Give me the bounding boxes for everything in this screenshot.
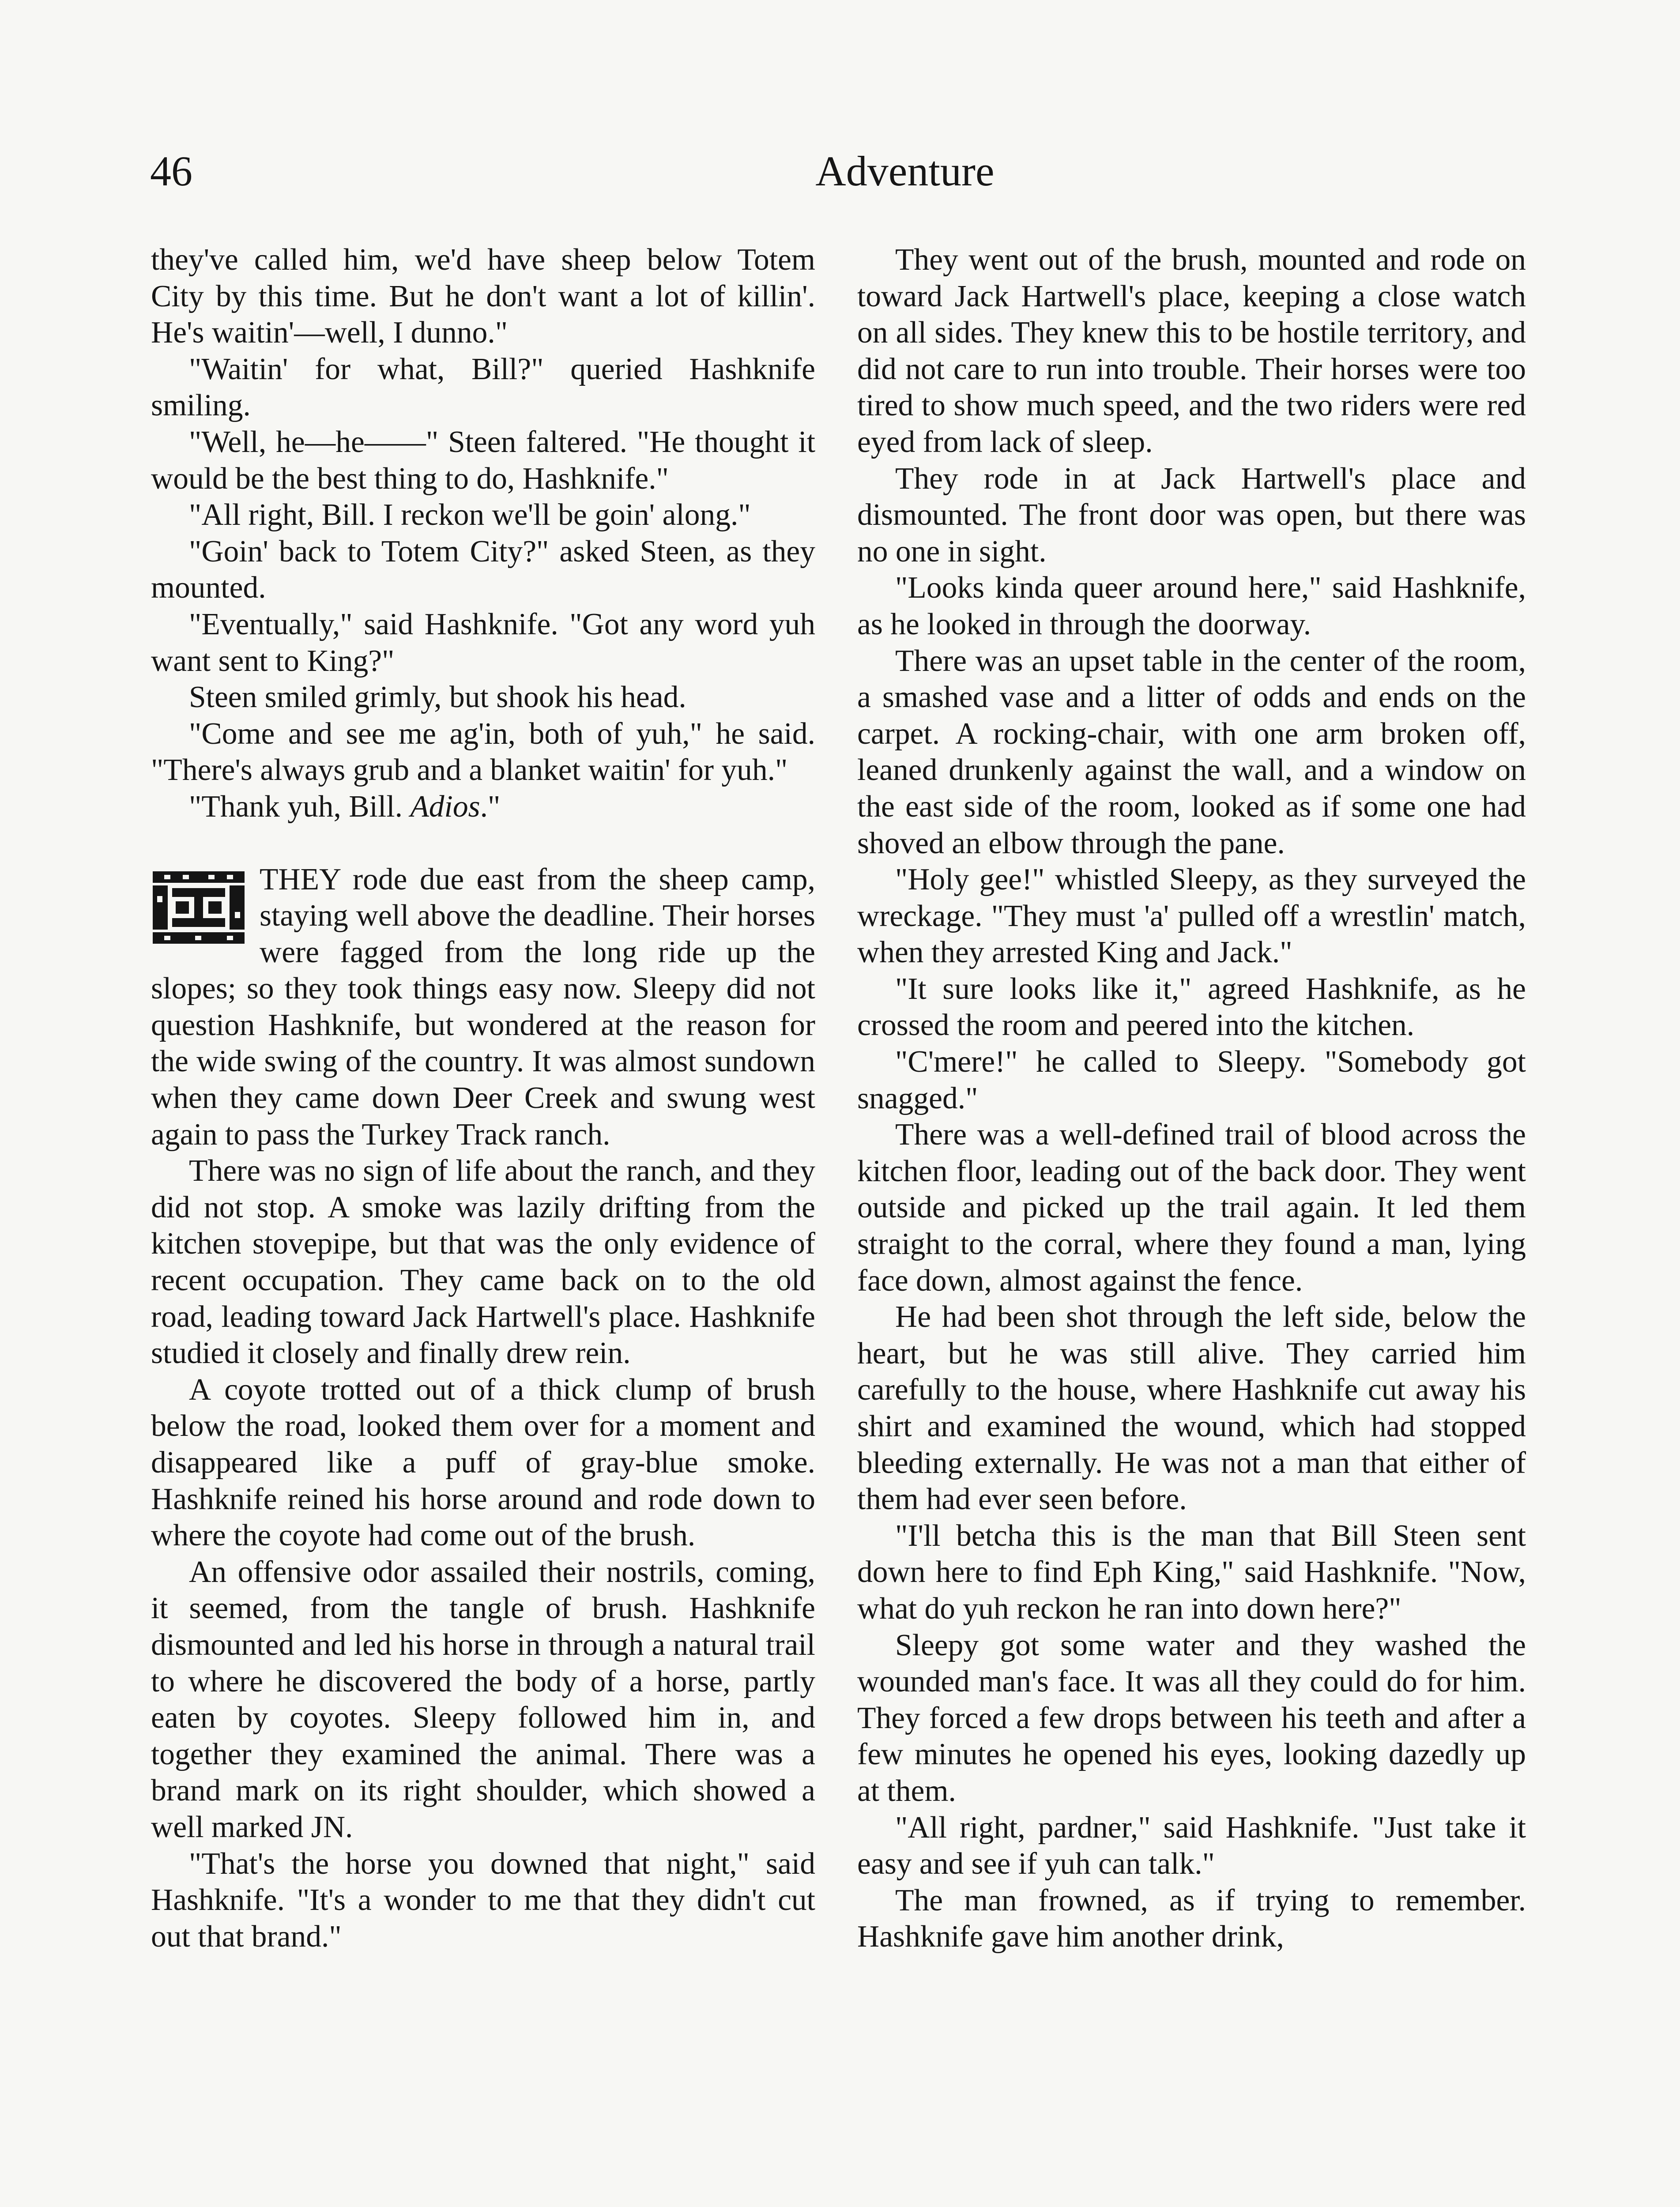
paragraph — [151, 789, 815, 825]
italic-word: Adios — [410, 789, 480, 824]
paragraph: "I'll betcha this is the man that Bill Steen sent down here to find Eph King," said Hashknife. "Now, what do yuh reckon he ran into down here?" — [857, 1518, 1526, 1626]
paragraph: "That's the horse you downed that night," said Hashknife. "It's a wonder to me that they didn't cut out that brand." — [151, 1846, 815, 1954]
paragraph: The man frowned, as if trying to remember. Hashknife gave him another drink, — [857, 1883, 1526, 1954]
paragraph: An offensive odor assailed their nostrils, coming, it seemed, from the tangle of brush. Hashknife dismounted and led his horse in through a natural trail to where he discovered the body of a horse, partly eaten by coyotes. Sleepy followed him in, and together they examined the animal. There was a brand mark on its right shoulder, which showed a well marked JN. — [151, 1555, 815, 1844]
paragraph: They rode in at Jack Hartwell's place and dismounted. The front door was open, but there was no one in sight. — [857, 461, 1526, 569]
paragraph: "C'mere!" he called to Sleepy. "Somebody got snagged." — [857, 1045, 1526, 1115]
paragraph: "Come and see me ag'in, both of yuh," he said. "There's always grub and a blanket waitin' for yuh." — [151, 716, 815, 787]
paragraph: "Looks kinda queer around here," said Hashknife, as he looked in through the doorway. — [857, 571, 1526, 641]
paragraph: "It sure looks like it," agreed Hashknife, as he crossed the room and peered into the kitchen. — [857, 972, 1526, 1043]
paragraph: Sleepy got some water and they washed the wounded man's face. It was all they could do for him. They forced a few drops between his teeth and after a few minutes he opened his eyes, looking dazedly up at them. — [857, 1628, 1526, 1808]
page-number: 46 — [150, 147, 192, 195]
section-opening-paragraph — [151, 862, 815, 1153]
paragraph: they've called him, we'd have sheep below Totem City by this time. But he don't want a lot of killin'. He's waitin'—well, I dunno." — [151, 243, 815, 350]
paragraph: He had been shot through the left side, below the heart, but he was still alive. They carried him carefully to the house, where Hashknife cut away his shirt and examined the wound, which had stopped bleeding externally. He was not a man that either of them had ever seen before. — [857, 1300, 1526, 1517]
paragraph: "All right, pardner," said Hashknife. "Just take it easy and see if yuh can talk." — [857, 1810, 1526, 1881]
paragraph: There was no sign of life about the ranch, and they did not stop. A smoke was lazily drifting from the kitchen stovepipe, but that was the only evidence of recent occupation. They came back on to the old road, leading toward Jack Hartwell's place. Hashknife studied it closely and finally drew rein. — [151, 1154, 815, 1371]
paragraph: "Eventually," said Hashknife. "Got any word yuh want sent to King?" — [151, 607, 815, 678]
paragraph: Steen smiled grimly, but shook his head. — [189, 680, 686, 715]
paragraph: "Waitin' for what, Bill?" queried Hashknife smiling. — [151, 352, 815, 423]
paragraph: There was an upset table in the center of the room, a smashed vase and a litter of odds and ends on the carpet. A rocking-chair, with one arm broken off, leaned drunkenly against the wall, and a window on the east side of the room, looked as if some one had shoved an elbow through the pane. — [857, 644, 1526, 860]
left-column — [151, 242, 815, 1955]
paragraph-text: THEY rode due east from the sheep camp, staying well above the deadline. Their horses were fagged from the long ride up the slopes; so they took things easy now. Sleepy did not question Hashknife, but wondered at the reason for the wide swing of the country. It was almost sundown when they came down Deer Creek and swung west again to pass the Turkey Track ranch. — [151, 862, 815, 1152]
paragraph: "Goin' back to Totem City?" asked Steen, as they mounted. — [151, 534, 815, 605]
paragraph: A coyote trotted out of a thick clump of brush below the road, looked them over for a moment and disappeared like a puff of gray-blue smoke. Hashknife reined his horse around and rode down to where the coyote had come out of the brush. — [151, 1372, 815, 1553]
paragraph-text: "Thank yuh, Bill. — [189, 789, 411, 824]
running-title: Adventure — [815, 147, 994, 195]
paragraph: There was a well-defined trail of blood across the kitchen floor, leading out of the back door. They went outside and picked up the trail again. It led them straight to the corral, where they found a man, lying face down, almost against the fence. — [857, 1118, 1526, 1298]
paragraph: "Well, he—he——" Steen faltered. "He thought it would be the best thing to do, Hashknife." — [151, 425, 815, 496]
paragraph-text-end: ." — [480, 789, 501, 824]
right-column — [857, 242, 1526, 1955]
ornamental-dropcap-icon — [151, 870, 248, 945]
paragraph: They went out of the brush, mounted and rode on toward Jack Hartwell's place, keeping a close watch on all sides. They knew this to be hostile territory, and did not care to run into trouble. Their horses were too tired to show much speed, and the two riders were red eyed from lack of sleep. — [857, 243, 1526, 459]
paragraph: "All right, Bill. I reckon we'll be goin' along." — [189, 498, 751, 532]
paragraph: "Holy gee!" whistled Sleepy, as they surveyed the wreckage. "They must 'a' pulled off a wrestlin' match, when they arrested King and Jack." — [857, 862, 1526, 970]
